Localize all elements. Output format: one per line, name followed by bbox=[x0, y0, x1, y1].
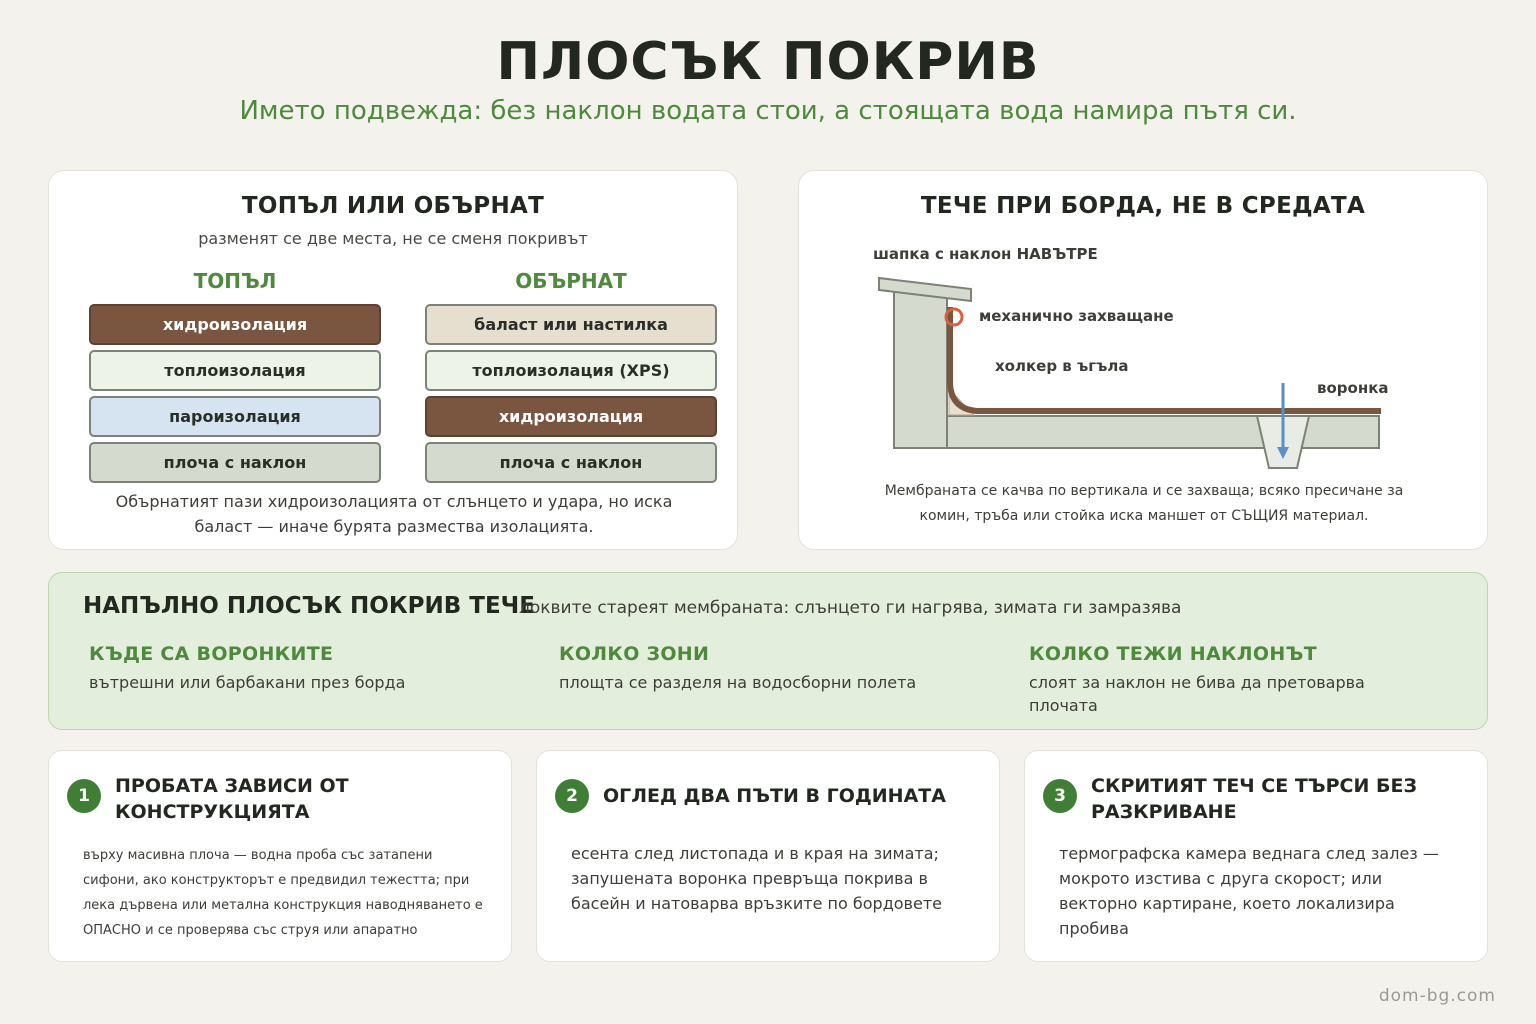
inverted-layer-xps: топлоизолация (XPS) bbox=[425, 350, 717, 391]
warm-vs-inverted-card bbox=[48, 170, 738, 550]
step-text: есента след листопада и в края на зимата; запушената воронка превръща покрива в басейн и натоварва връзките по бордовете bbox=[571, 844, 942, 913]
label-drain: воронка bbox=[1317, 379, 1389, 397]
step-card-2 bbox=[536, 750, 1000, 962]
flat-roof-leaks-band bbox=[48, 572, 1488, 730]
step-text: върху масивна плоча — водна проба със затапени сифони, ако конструкторът е предвидил тежестта; при лека дървена или метална конструкция наводняването е ОПАСНО и се проверява със струя или апаратно bbox=[83, 848, 483, 938]
page-title: ПЛОСЪК ПОКРИВ bbox=[496, 32, 1040, 92]
site-footer-link[interactable]: dom-bg.com bbox=[1378, 986, 1496, 1006]
step-title: СКРИТИЯТ ТЕЧ СЕ ТЪРСИ БЕЗ РАЗКРИВАНЕ bbox=[1091, 775, 1417, 823]
band-item-heading: КЪДЕ СА ВОРОНКИТЕ bbox=[89, 643, 334, 665]
step-text: термографска камера веднага след залез — мокрото изстива с друга скорост; или векторно картиране, което локализира пробива bbox=[1059, 844, 1439, 938]
band-item-text: слоят за наклон не бива да претоварва плочата bbox=[1029, 673, 1365, 715]
label-fillet: холкер в ъгъла bbox=[995, 357, 1129, 375]
step-number-badge: 1 bbox=[67, 779, 101, 813]
warm-layer-insulation: топлоизолация bbox=[89, 350, 381, 391]
band-item-heading: КОЛКО ТЕЖИ НАКЛОНЪТ bbox=[1029, 643, 1317, 665]
band-subtitle: локвите стареят мембраната: слънцето ги нагрява, зимата ги замразява bbox=[519, 598, 1182, 618]
step-number-badge: 3 bbox=[1043, 779, 1077, 813]
card-note: Обърнатият пази хидроизолацията от слънцето и удара, но иска баласт — иначе бурята размества изолацията. bbox=[115, 492, 673, 536]
step-title: ОГЛЕД ДВА ПЪТИ В ГОДИНАТА bbox=[603, 785, 946, 807]
step-card-1 bbox=[48, 750, 512, 962]
card-note: Мембраната се качва по вертикала и се захваща; всяко пресичане за комин, тръба или стойка иска маншет от СЪЩИЯ материал. bbox=[884, 483, 1404, 524]
inverted-column-heading: ОБЪРНАТ bbox=[515, 269, 627, 293]
card-title: ТОПЪЛ ИЛИ ОБЪРНАТ bbox=[241, 193, 545, 219]
inverted-layer-slab: плоча с наклон bbox=[425, 442, 717, 483]
card-subtitle: разменят се две места, не се сменя покривът bbox=[198, 229, 588, 248]
page-subtitle: Името подвежда: без наклон водата стои, а стоящата вода намира пътя си. bbox=[239, 96, 1297, 126]
roof-slab bbox=[947, 416, 1379, 448]
label-fixing: механично захващане bbox=[979, 307, 1174, 325]
band-item-text: площта се разделя на водосборни полета bbox=[559, 673, 917, 692]
warm-layer-vapour-barrier: пароизолация bbox=[89, 396, 381, 437]
warm-layer-waterproofing: хидроизолация bbox=[89, 304, 381, 345]
warm-layer-slab: плоча с наклон bbox=[89, 442, 381, 483]
band-title: НАПЪЛНО ПЛОСЪК ПОКРИВ ТЕЧЕ bbox=[83, 593, 535, 619]
band-item-slope-weight bbox=[1029, 643, 1389, 717]
band-item-text: вътрешни или барбакани през борда bbox=[89, 673, 406, 692]
card-title: ТЕЧЕ ПРИ БОРДА, НЕ В СРЕДАТА bbox=[920, 193, 1366, 219]
step-number-badge: 2 bbox=[555, 779, 589, 813]
parapet-wall bbox=[894, 289, 947, 448]
band-item-zones bbox=[559, 643, 919, 694]
inverted-layer-waterproofing: хидроизолация bbox=[425, 396, 717, 437]
warm-column-heading: ТОПЪЛ bbox=[193, 269, 277, 293]
band-item-heading: КОЛКО ЗОНИ bbox=[559, 643, 710, 665]
label-cap: шапка с наклон НАВЪТРЕ bbox=[873, 245, 1098, 263]
parapet-leak-card bbox=[798, 170, 1488, 550]
step-card-3 bbox=[1024, 750, 1488, 962]
band-item-drains bbox=[89, 643, 449, 694]
inverted-layer-ballast: баласт или настилка bbox=[425, 304, 717, 345]
step-title: ПРОБАТА ЗАВИСИ ОТ КОНСТРУКЦИЯТА bbox=[115, 775, 349, 823]
